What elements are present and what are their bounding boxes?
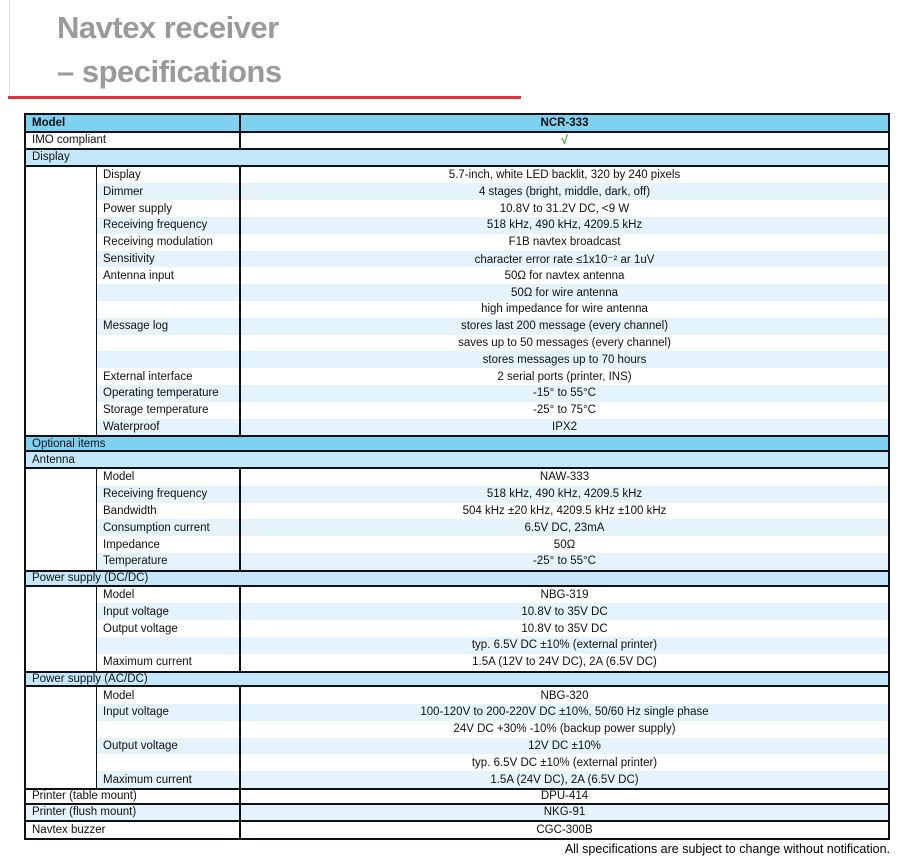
spec-label: Storage temperature: [97, 402, 241, 419]
spec-value: CGC-300B: [536, 824, 593, 837]
section-title: Antenna: [32, 453, 75, 466]
indent-cell: [26, 183, 97, 200]
spec-label: Model: [97, 687, 241, 704]
spec-value: saves up to 50 messages (every channel): [458, 336, 671, 349]
spec-label: Maximum current: [97, 654, 241, 671]
indent-cell: [26, 368, 97, 385]
indent-cell: [26, 200, 97, 217]
table-row: [26, 620, 888, 637]
indent-cell: [26, 402, 97, 419]
table-row: [26, 771, 888, 788]
spec-label: Temperature: [97, 553, 241, 570]
spec-label: Impedance: [97, 536, 241, 553]
section-header-row: [26, 435, 888, 452]
indent-cell: [26, 419, 97, 436]
indent-cell: [26, 620, 97, 637]
spec-value: 504 kHz ±20 kHz, 4209.5 kHz ±100 kHz: [462, 504, 667, 517]
spec-label: Display: [97, 167, 241, 184]
spec-label: Receiving frequency: [97, 217, 241, 234]
spec-label: Antenna input: [97, 267, 241, 284]
section-header-row: [26, 452, 888, 469]
table-row: [26, 284, 888, 301]
spec-value: 10.8V to 31.2V DC, <9 W: [499, 202, 630, 215]
section-title: Display: [32, 151, 70, 164]
spec-label: Printer (flush mount): [26, 805, 241, 820]
indent-cell: [26, 284, 97, 301]
indent-cell: [26, 267, 97, 284]
model-header-label: Model: [26, 115, 241, 131]
spec-value: F1B navtex broadcast: [508, 236, 621, 249]
spec-value: character error rate ≤1x10⁻² ar 1uV: [241, 251, 888, 268]
table-row: [26, 402, 888, 419]
table-row: [26, 587, 888, 604]
spec-value: 100-120V to 200-220V DC ±10%, 50/60 Hz single phase: [241, 704, 888, 721]
spec-value: 50Ω for wire antenna: [241, 284, 888, 301]
spec-label: Input voltage: [97, 603, 241, 620]
table-row: [26, 637, 888, 654]
spec-value: NKG-91: [241, 805, 888, 820]
table-row: [26, 385, 888, 402]
indent-cell: [26, 721, 97, 738]
spec-value: 518 kHz, 490 kHz, 4209.5 kHz: [241, 217, 888, 234]
indent-cell: [26, 704, 97, 721]
indent-cell: [26, 234, 97, 251]
spec-label: Printer (table mount): [26, 790, 241, 803]
table-row: [26, 368, 888, 385]
spec-label: [97, 335, 241, 352]
indent-cell: [26, 469, 97, 486]
spec-value: typ. 6.5V DC ±10% (external printer): [471, 756, 658, 769]
indent-cell: [26, 637, 97, 654]
spec-label: [97, 284, 241, 301]
spec-value: 10.8V to 35V DC: [241, 603, 888, 620]
spec-value: 12V DC ±10%: [241, 738, 888, 755]
table-row: [26, 183, 888, 200]
table-row: [26, 419, 888, 436]
page-title-line1: Navtex receiver: [57, 10, 279, 45]
section-header-row: [26, 570, 888, 587]
spec-value: NBG-320: [540, 689, 589, 702]
table-row: [26, 115, 888, 133]
spec-label: Output voltage: [97, 738, 241, 755]
spec-value: -15° to 55°C: [241, 385, 888, 402]
indent-cell: [26, 167, 97, 184]
table-row: [26, 721, 888, 738]
table-row: [26, 553, 888, 570]
table-row: [26, 822, 888, 839]
indent-cell: [26, 301, 97, 318]
indent-cell: [26, 687, 97, 704]
indent-cell: [26, 503, 97, 520]
spec-label: External interface: [97, 368, 241, 385]
table-row: [26, 469, 888, 486]
spec-label: Model: [97, 469, 241, 486]
title-underline: [8, 96, 521, 99]
spec-value: NBG-319: [540, 588, 589, 601]
table-row: [26, 200, 888, 217]
indent-cell: [26, 385, 97, 402]
spec-label: Power supply: [97, 200, 241, 217]
table-row: [26, 133, 888, 150]
spec-value: 1.5A (12V to 24V DC), 2A (6.5V DC): [472, 656, 657, 669]
indent-cell: [26, 553, 97, 570]
table-row: [26, 486, 888, 503]
spec-label: Dimmer: [97, 183, 241, 200]
indent-cell: [26, 654, 97, 671]
table-row: [26, 536, 888, 553]
indent-cell: [26, 217, 97, 234]
indent-cell: [26, 519, 97, 536]
spec-value: stores messages up to 70 hours: [241, 351, 888, 368]
table-row: [26, 351, 888, 368]
spec-label: [97, 721, 241, 738]
table-row: [26, 754, 888, 771]
table-row: [26, 318, 888, 335]
section-header-row: [26, 671, 888, 688]
spec-value: 10.8V to 35V DC: [521, 622, 608, 635]
table-row: [26, 267, 888, 284]
table-row: [26, 234, 888, 251]
indent-cell: [26, 738, 97, 755]
spec-label: Maximum current: [97, 771, 241, 788]
spec-label: [97, 754, 241, 771]
spec-value: 5.7-inch, white LED backlit, 320 by 240 pixels: [448, 168, 681, 181]
section-title: Optional items: [32, 437, 106, 450]
spec-value: stores last 200 message (every channel): [241, 318, 888, 335]
spec-value: -25° to 75°C: [533, 404, 596, 417]
spec-value: 50Ω for navtex antenna: [504, 269, 625, 282]
page-edge-line: [9, 0, 10, 95]
spec-label: Receiving modulation: [97, 234, 241, 251]
indent-cell: [26, 335, 97, 352]
spec-value: 6.5V DC, 23mA: [241, 519, 888, 536]
spec-value: DPU-414: [540, 790, 589, 803]
model-header-value: NCR-333: [540, 117, 589, 129]
indent-cell: [26, 603, 97, 620]
table-row: [26, 251, 888, 268]
spec-label: Output voltage: [97, 620, 241, 637]
indent-cell: [26, 536, 97, 553]
table-row: [26, 738, 888, 755]
indent-cell: [26, 251, 97, 268]
page-title-line2: – specifications: [57, 54, 282, 89]
spec-label: Waterproof: [97, 419, 241, 436]
spec-label: Sensitivity: [97, 251, 241, 268]
page-title: [57, 6, 282, 94]
spec-value: 2 serial ports (printer, INS): [497, 370, 632, 383]
table-row: [26, 687, 888, 704]
indent-cell: [26, 754, 97, 771]
indent-cell: [26, 318, 97, 335]
table-row: [26, 788, 888, 805]
table-row: [26, 519, 888, 536]
indent-cell: [26, 587, 97, 604]
spec-label: [97, 351, 241, 368]
spec-value: NAW-333: [539, 471, 590, 484]
spec-label: Model: [97, 587, 241, 604]
spec-value: typ. 6.5V DC ±10% (external printer): [241, 637, 888, 654]
table-row: [26, 503, 888, 520]
spec-value: high impedance for wire antenna: [481, 303, 648, 316]
spec-value: 24V DC +30% -10% (backup power supply): [453, 723, 676, 736]
spec-value: 518 kHz, 490 kHz, 4209.5 kHz: [241, 486, 888, 503]
spec-label: Navtex buzzer: [26, 822, 241, 839]
table-row: [26, 654, 888, 671]
spec-label: Message log: [97, 318, 241, 335]
table-row: [26, 167, 888, 184]
spec-value: -25° to 55°C: [241, 553, 888, 570]
spec-label: [97, 301, 241, 318]
spec-label: Consumption current: [97, 519, 241, 536]
spec-label: Receiving frequency: [97, 486, 241, 503]
section-title: Power supply (DC/DC): [32, 572, 149, 585]
indent-cell: [26, 486, 97, 503]
section-header-row: [26, 150, 888, 167]
table-row: [26, 217, 888, 234]
spec-table: [24, 113, 890, 840]
indent-cell: [26, 771, 97, 788]
section-title: Power supply (AC/DC): [32, 672, 148, 685]
table-row: [26, 301, 888, 318]
table-row: [26, 335, 888, 352]
checkmark-icon: √: [561, 133, 568, 148]
spec-value: 4 stages (bright, middle, dark, off): [241, 183, 888, 200]
spec-label: [97, 637, 241, 654]
table-row: [26, 603, 888, 620]
spec-label: Input voltage: [97, 704, 241, 721]
table-row: [26, 704, 888, 721]
spec-value: 1.5A (24V DC), 2A (6.5V DC): [241, 771, 888, 788]
spec-value: IPX2: [241, 419, 888, 436]
indent-cell: [26, 351, 97, 368]
spec-value: 50Ω: [553, 538, 576, 551]
table-row: [26, 805, 888, 822]
footer-note: All specifications are subject to change without notification.: [564, 842, 890, 856]
spec-label: IMO compliant: [26, 133, 241, 148]
spec-label: Operating temperature: [97, 385, 241, 402]
spec-label: Bandwidth: [97, 503, 241, 520]
